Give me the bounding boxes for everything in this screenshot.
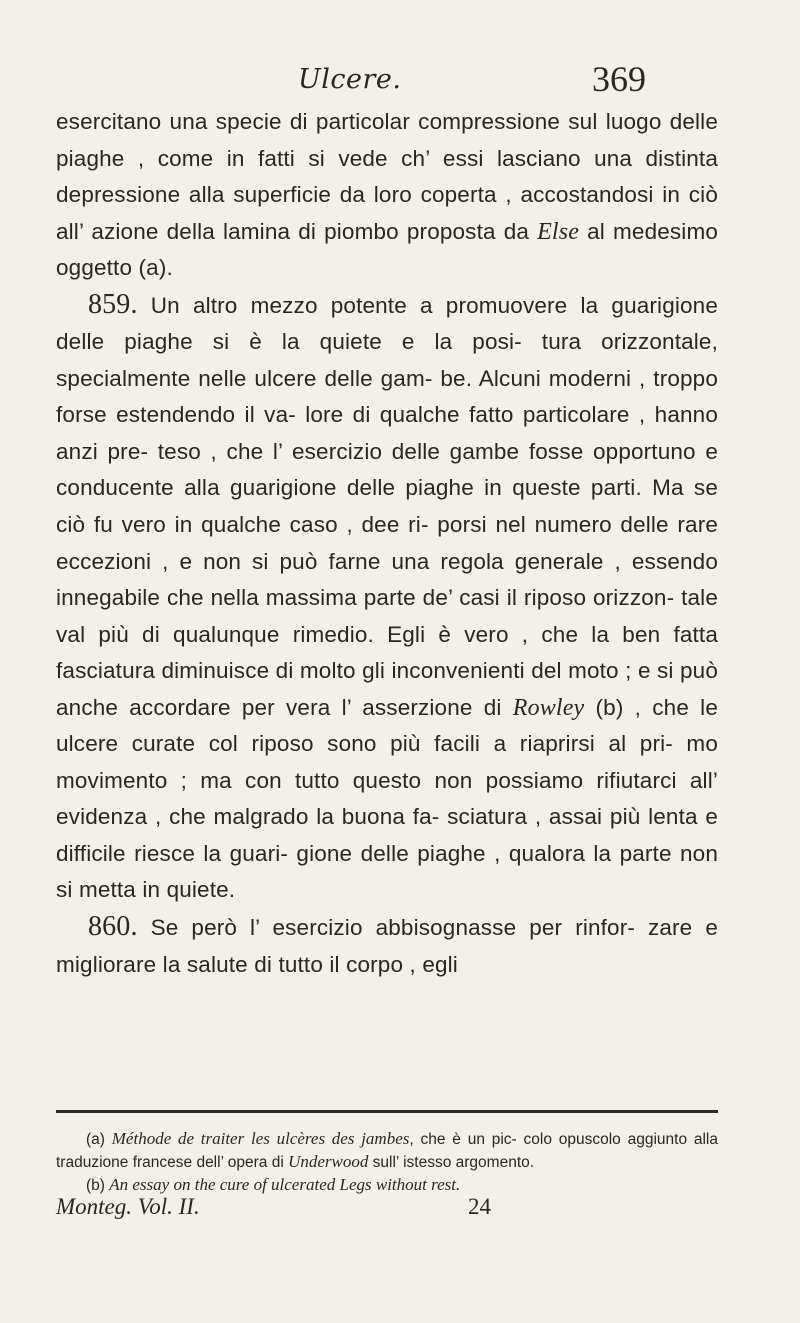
paragraph-text: esercitano una specie di particolar compressione sul luogo delle piaghe , come in fatti si vede ch’ essi lasciano una distinta depressione alla superficie da loro coperta , accostandosi in ciò all’ azione della lamina di piombo proposta da [56, 109, 718, 244]
footnote-marker: (b) [86, 1177, 105, 1194]
paragraph-continued [56, 104, 718, 287]
body-text [56, 104, 718, 983]
author-name-rowley: Rowley [512, 694, 585, 721]
running-head [0, 58, 800, 98]
author-name-else: Else [537, 218, 580, 245]
paragraph-text: al medesimo oggetto (a). [56, 218, 718, 281]
page-number: 369 [592, 59, 646, 99]
signature-mark: Monteg. Vol. II. [56, 1194, 200, 1219]
footnote-text: sull’ istesso argomento. [372, 1154, 535, 1171]
running-title: Ulcere. [298, 64, 402, 95]
footnote-marker: (a) [86, 1131, 105, 1148]
footnote-divider [56, 1110, 718, 1113]
paragraph-number: 859. [88, 288, 138, 320]
footnotes [56, 1128, 718, 1197]
paragraph-number: 860. [88, 911, 138, 943]
footnote-a [56, 1128, 718, 1174]
paragraph-860 [56, 909, 718, 983]
paragraph-text: Se però l’ esercizio abbisognasse per rinfor- zare e migliorare la salute di tutto il corpo , egli [56, 915, 718, 977]
footnote-title: Méthode de traiter les ulcères des jambes [111, 1129, 410, 1148]
paragraph-text: Un altro mezzo potente a promuovere la guarigione delle piaghe si è la quiete e la posi- tura orizzontale, specialmente nelle ulcere delle gam- be. Alcuni moderni , troppo forse estendendo il va- lore di qualche fatto particolare , hanno anzi pre- teso , che l’ esercizio delle gambe fosse opportuno e conducente alla guarigione delle piaghe in queste parti. Ma se ciò fu vero in qualche caso , dee ri- porsi nel numero delle rare eccezioni , e non si può farne una regola generale , essendo innegabile che nella massima parte de’ casi il riposo orizzon- tale val più di qualunque rimedio. Egli è vero , che la ben fatta fasciatura diminuisce di molto gli inconvenienti del moto ; e si può anche accordare per vera l’ asserzione di [56, 292, 718, 720]
footnote-text: , che è un pic- colo opuscolo aggiunto alla traduzione francese dell’ opera di [56, 1131, 718, 1171]
footnote-author: Underwood [288, 1152, 369, 1171]
footnote-title: An essay on the cure of ulcerated Legs without rest. [109, 1175, 461, 1194]
signature-number: 24 [468, 1194, 491, 1219]
paragraph-859 [56, 287, 718, 909]
paragraph-text: (b) , che le ulcere curate col riposo sono più facili a riaprirsi al pri- mo movimento ; ma con tutto questo non possiamo rifiutarci all’ evidenza , che malgrado la buona fa- sciatura , assai più lenta e difficile riesce la guari- gione delle piaghe , qualora la parte non si metta in quiete. [56, 694, 718, 903]
signature-line [56, 1194, 718, 1222]
